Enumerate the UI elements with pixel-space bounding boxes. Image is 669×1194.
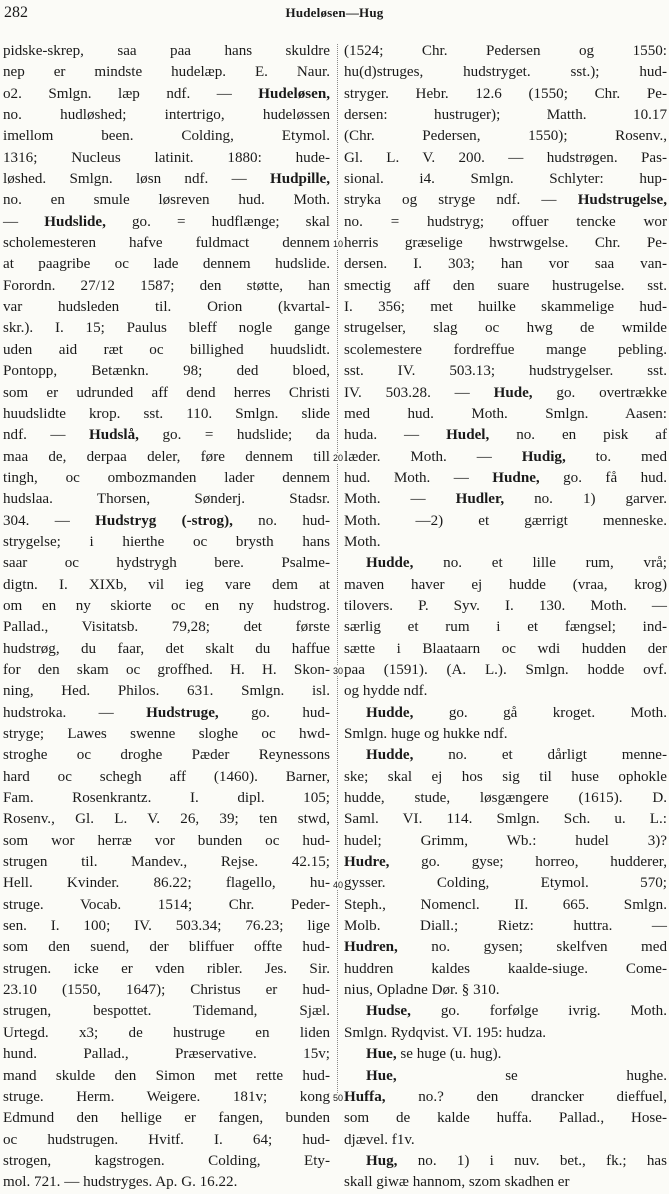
text-line: Smlgn. huge og hukke ndf. — [344, 726, 508, 742]
text-line: (Chr. Pedersen, 1550); Rosenv., — [344, 128, 667, 145]
text-line: som er udrunded aff dend herres Christi — [3, 384, 330, 401]
text-line: djævel. f1v. — [344, 1131, 415, 1148]
text-line: Edmund den hellige er fangen, bunden — [3, 1110, 330, 1127]
text-line: maven haver ej hudde (vraa, krog) — [344, 576, 667, 593]
text-line: 23.10 (1550, 1647); Christus er hud- — [3, 982, 330, 999]
text-line: tingh, oc ombozmanden lader dennem — [3, 469, 330, 486]
text-line: oc hudstrugen. Hvitf. I. 64; hud- — [3, 1131, 330, 1148]
text-line: ndf. — Hudslå, go. = hudslide; da — [3, 427, 330, 444]
text-line: scolemestere fordreffue mange pebling. — [344, 341, 667, 358]
text-line: saar oc hydstrygh bere. Psalme- — [3, 555, 330, 572]
text-line: — Hudslide, go. = hudflænge; skal — [3, 213, 330, 230]
text-line: ske; skal ej hos sig til huse ophokle — [344, 768, 667, 785]
text-line: Moth. — [344, 533, 381, 550]
text-line: hudstroka. — Hudstruge, go. hud- — [3, 704, 330, 721]
text-line: Fam. Rosenkrantz. I. dipl. 105; — [3, 790, 330, 807]
text-line: mand skulde den Simon met rette hud- — [3, 1067, 330, 1084]
text-line: med hud. Moth. Smlgn. Aasen: — [344, 405, 667, 422]
text-line: struge. Herm. Weigere. 181v; kong — [3, 1088, 330, 1105]
line-number: 10 — [332, 239, 343, 250]
line-number: 50 — [332, 1093, 343, 1104]
text-line: sætte i Blaataarn oc wdi hudden der — [344, 640, 667, 657]
text-line: strugen. icke er vden ribler. Jes. Sir. — [3, 960, 330, 977]
text-line: stroghe oc droghe Pæder Reynessons — [3, 747, 330, 764]
text-line: dersen: hustruger); Matth. 10.17 — [344, 107, 667, 124]
text-line: nep er mindste hudelæp. E. Naur. — [3, 64, 330, 81]
text-line: som den suend, der bliffuer offte hud- — [3, 939, 330, 956]
text-line: scholemesteren hafve fuldmact dennem — [3, 235, 330, 252]
running-head: Hudeløsen—Hug — [285, 5, 384, 20]
text-line: huudslidte krop. sst. 110. Smlgn. slide — [3, 405, 330, 422]
text-line: strugen til. Mandev., Rejse. 42.15; — [3, 854, 330, 871]
text-line: gysser. Colding, Etymol. 570; — [344, 875, 667, 892]
text-line: Pontopp, Betænkn. 98; ded bloed, — [3, 363, 330, 380]
text-line: digtn. I. XIXb, vil ieg vare dem at — [3, 576, 330, 593]
text-line: Hudre, go. gyse; horreo, hudderer, — [344, 854, 667, 871]
text-line: no. = hudstryg; offuer tencke wor — [344, 213, 667, 230]
line-number: 20 — [332, 452, 343, 463]
left-column — [3, 41, 330, 1191]
text-line: Pallad., Visitatsb. 79,28; det første — [3, 619, 330, 636]
text-line: løshed. Smlgn. løsn ndf. — Hudpille, — [3, 171, 330, 188]
text-line: strygelse; i hierthe oc brysth hans — [3, 533, 330, 550]
text-line: huddren kaldes kaalde-siuge. Come- — [344, 960, 667, 977]
text-line: maa de, derpaa deler, føre dennem till — [3, 448, 330, 465]
text-line: Hug, no. 1) i nuv. bet., fk.; has — [366, 1152, 667, 1169]
text-line: ning, Hed. Philos. 631. Smlgn. isl. — [3, 683, 330, 700]
text-line: nius, Opladne Dør. § 310. — [344, 982, 500, 999]
text-line: læder. Moth. — Hudig, to. med — [344, 448, 667, 465]
text-line: stryge; Lawes swenne sloghe oc hwd- — [3, 726, 330, 742]
text-line: for den skam oc groffhed. H. H. Skon- — [3, 661, 330, 678]
text-line: (1524; Chr. Pedersen og 1550: — [344, 43, 667, 59]
text-line: Hue, se huge (u. hug). — [366, 1046, 502, 1063]
text-line: Rosenv., Gl. L. V. 26, 39; ten stwd, — [3, 811, 330, 828]
text-line: 1316; Nucleus latinit. 1880: hude- — [3, 149, 330, 166]
text-line: no. hudløshed; intertrigo, hudeløssen — [3, 107, 330, 124]
text-line: skr.). I. 15; Paulus bleff nogle gange — [3, 320, 330, 337]
text-line: om en ny skiorte oc en ny hudstrog. — [3, 597, 330, 614]
text-line: Urtegd. x3; de hustruge en liden — [3, 1024, 330, 1041]
page-number: 282 — [4, 4, 28, 21]
text-line: tilovers. P. Syv. I. 130. Moth. — — [344, 597, 667, 614]
text-line: hudde, stude, løsgængere (1615). D. — [344, 790, 667, 807]
text-line: som de kalde huffa. Pallad., Hose- — [344, 1110, 667, 1127]
text-line: Forordn. 27/12 1587; den støtte, han — [3, 277, 330, 294]
text-line: struge. Vocab. 1514; Chr. Peder- — [3, 896, 330, 913]
text-line: Hell. Kvinder. 86.22; flagello, hu- — [3, 875, 330, 892]
text-line: hund. Pallad., Præservative. 15v; — [3, 1046, 330, 1063]
text-line: sen. I. 100; IV. 503.34; 76.23; lige — [3, 918, 330, 935]
text-line: herris græselige hwstrwgelse. Chr. Pe- — [344, 235, 667, 252]
text-line: at paagribe oc lade dennem hudslide. — [3, 256, 330, 273]
text-line: Saml. VI. 114. Smlgn. Sch. u. L.: — [344, 811, 667, 828]
right-column — [344, 41, 668, 1191]
text-line: særlig et rum i et fængsel; ind- — [344, 619, 667, 636]
text-line: no. en smule løsreven hud. Moth. — [3, 192, 330, 209]
text-line: strugen, bespottet. Tidemand, Sjæl. — [3, 1003, 330, 1020]
text-line: dersen. I. 303; han vor saa van- — [344, 256, 667, 273]
text-line: strugelser, slag oc hwg de wmilde — [344, 320, 667, 337]
text-line: hud. Moth. — Hudne, go. få hud. — [344, 469, 668, 486]
text-line: hard oc schegh aff (1460). Barner, — [3, 768, 330, 785]
text-line: Hudde, no. et lille rum, vrå; — [366, 555, 667, 572]
text-line: Moth. —2) et gærrigt menneske. — [344, 512, 667, 529]
text-line: o2. Smlgn. læp ndf. — Hudeløsen, — [3, 85, 330, 102]
text-line: strogen, kagstrogen. Colding, Ety- — [3, 1152, 330, 1169]
text-line: pidske-skrep, saa paa hans skuldre — [3, 43, 330, 59]
text-line: sst. IV. 503.13; hudstrygelser. sst. — [344, 363, 667, 380]
text-line: Hudren, no. gysen; skelfven med — [344, 939, 667, 956]
text-line: hudel; Grimm, Wb.: hudel 3)? — [344, 832, 667, 849]
text-line: Steph., Nomencl. II. 665. Smlgn. — [344, 896, 667, 913]
line-number: 30 — [332, 666, 343, 677]
text-line: Smlgn. Rydqvist. VI. 195: hudza. — [344, 1024, 547, 1041]
text-line: Moth. — Hudler, no. 1) garver. — [344, 491, 668, 508]
text-line: og hydde ndf. — [344, 683, 428, 700]
text-line: stryka og stryge ndf. — Hudstrugelse, — [344, 192, 667, 209]
text-line: stryger. Hebr. 12.6 (1550; Chr. Pe- — [344, 85, 667, 102]
text-line: smectig aff den suare hustrugelse. sst. — [344, 277, 667, 294]
text-line: paa (1591). (A. L.). Smlgn. hodde ovf. — [344, 661, 667, 678]
text-line: som wor herræ vor bunden oc hud- — [3, 832, 330, 849]
text-line: uden aid ræt oc billighed huudslidt. — [3, 341, 330, 358]
text-line: var hudsleden til. Orion (kvartal- — [3, 299, 330, 316]
text-line: hudstrøg, du faar, det skalt du haffue — [3, 640, 330, 657]
text-line: Hudse, go. forfølge ivrig. Moth. — [366, 1003, 667, 1020]
text-line: Hudde, no. et dårligt menne- — [366, 747, 667, 764]
text-line: Hue, se hughe. — [366, 1067, 667, 1084]
text-line: hu(d)struges, hudstryget. sst.); hud- — [344, 64, 667, 81]
text-line: Gl. L. V. 200. — hudstrøgen. Pas- — [344, 149, 667, 166]
text-line: Huffa, no.? den drancker dieffuel, — [344, 1088, 667, 1105]
text-line: sional. i4. Smlgn. Schlyter: hup- — [344, 171, 667, 188]
text-line: hudslaa. Thorsen, Sønderj. Stadsr. — [3, 491, 330, 508]
page-header — [0, 0, 669, 26]
text-line: IV. 503.28. — Hude, go. overtrække — [344, 384, 667, 401]
text-line: huda. — Hudel, no. en pisk af — [344, 427, 667, 444]
text-line: Molb. Diall.; Rietz: huttra. — — [344, 918, 667, 935]
line-number: 40 — [332, 879, 343, 890]
column-divider — [337, 44, 339, 1099]
text-line: mol. 721. — hudstryges. Ap. G. 16.22. — [3, 1174, 238, 1191]
text-line: I. 356; met huilke skammelige hud- — [344, 299, 667, 316]
text-line: skall giwæ hannom, szom skadhen er — [344, 1174, 570, 1191]
text-line: 304. — Hudstryg (-strog), no. hud- — [3, 512, 330, 529]
text-line: imellom been. Colding, Etymol. — [3, 128, 330, 145]
text-line: Hudde, go. gå kroget. Moth. — [366, 704, 667, 721]
